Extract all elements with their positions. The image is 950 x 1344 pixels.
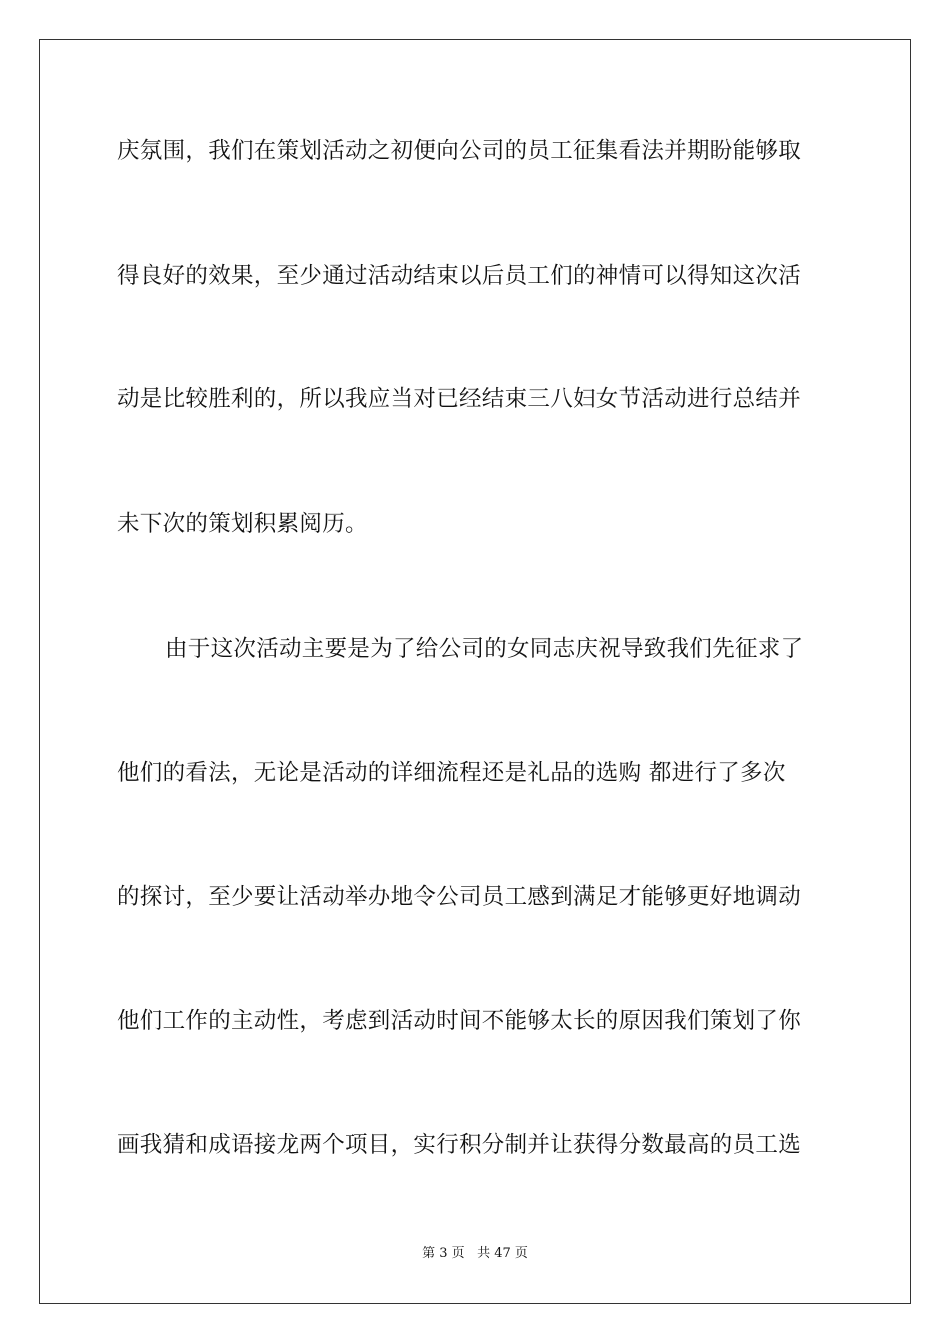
- paragraph-2-line-5: 画我猜和成语接龙两个项目，实行积分制并让获得分数最高的员工选: [117, 1132, 802, 1158]
- paragraph-1-line-3: 动是比较胜利的，所以我应当对已经结束三八妇女节活动进行总结并: [117, 386, 802, 412]
- paragraph-2-line-1: 由于这次活动主要是为了给公司的女同志庆祝导致我们先征求了: [165, 636, 804, 662]
- page-total: 共 47 页: [477, 1246, 528, 1261]
- page-number: 第 3 页: [422, 1246, 465, 1261]
- paragraph-1-line-1: 庆氛围，我们在策划活动之初便向公司的员工征集看法并期盼能够取: [117, 138, 802, 164]
- paragraph-2-line-3: 的探讨，至少要让活动举办地令公司员工感到满足才能够更好地调动: [117, 884, 802, 910]
- paragraph-2-line-4: 他们工作的主动性，考虑到活动时间不能够太长的原因我们策划了你: [117, 1008, 802, 1034]
- paragraph-2-line-2: 他们的看法，无论是活动的详细流程还是礼品的选购 都进行了多次: [117, 760, 786, 786]
- paragraph-1-line-2: 得良好的效果，至少通过活动结束以后员工们的神情可以得知这次活: [117, 263, 802, 289]
- paragraph-1-line-4: 未下次的策划积累阅历。: [117, 511, 368, 537]
- page-border: [39, 39, 911, 1304]
- page-footer: [0, 1245, 950, 1263]
